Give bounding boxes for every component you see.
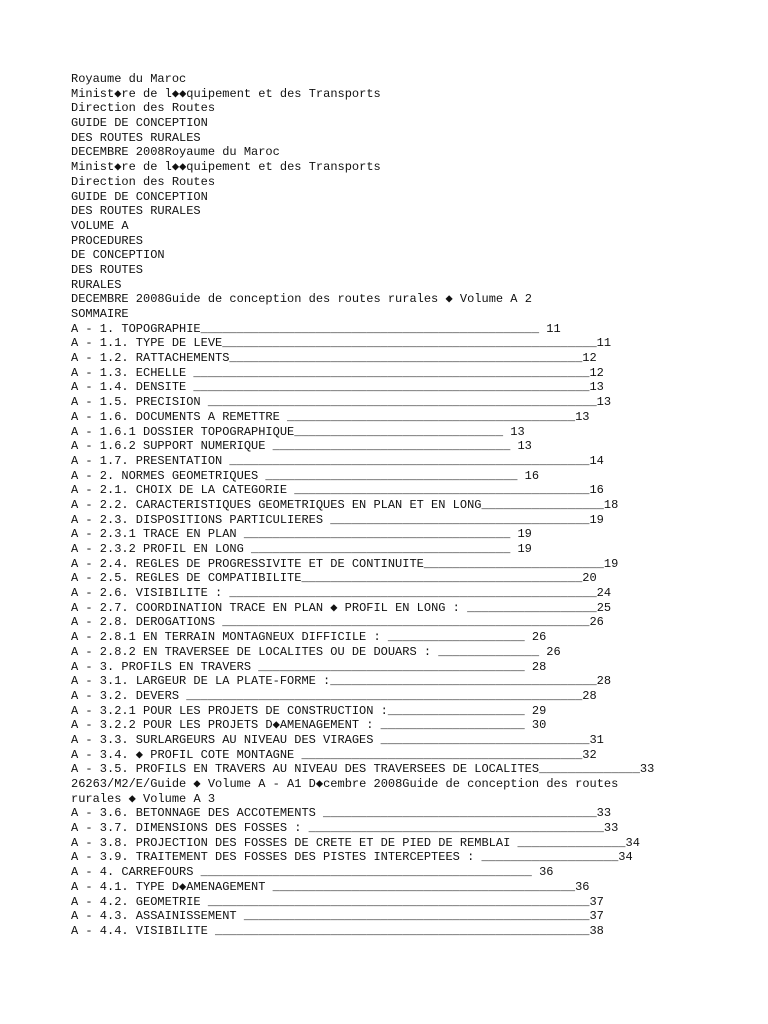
toc-entry: A - 2.5. REGLES DE COMPATIBILITE_______________________________________20	[71, 571, 597, 586]
toc-entry: A - 1.6.1 DOSSIER TOPOGRAPHIQUE_____________________________ 13	[71, 424, 525, 439]
toc-entry: A - 2.8.1 EN TERRAIN MONTAGNEUX DIFFICILE : ___________________ 26	[71, 630, 547, 645]
volume-title-line: RURALES	[71, 277, 122, 292]
toc-entry: A - 2.2. CARACTERISTIQUES GEOMETRIQUES EN PLAN ET EN LONG_________________18	[71, 497, 619, 512]
toc-entry: A - 3.2. DEVERS _______________________________________________________28	[71, 688, 597, 703]
toc-entry: A - 1.5. PRECISION ______________________________________________________13	[71, 395, 612, 410]
header-line-ministry: Minist◆re de l◆◆quipement et des Transports	[71, 86, 381, 101]
toc-entry: A - 2.3.1 TRACE EN PLAN _____________________________________ 19	[71, 527, 532, 542]
document-text	[71, 72, 761, 939]
header-line-guide-title: GUIDE DE CONCEPTION	[71, 116, 208, 131]
header-line-direction: Direction des Routes	[71, 101, 216, 116]
toc-entry: A - 1. TOPOGRAPHIE_______________________________________________ 11	[71, 321, 561, 336]
header-line-kingdom: Royaume du Maroc	[71, 72, 187, 86]
toc-entry: A - 3.7. DIMENSIONS DES FOSSES : _________________________________________33	[71, 821, 619, 836]
volume-title-line: DES ROUTES	[71, 262, 144, 277]
toc-entry: A - 4.1. TYPE D◆AMENAGEMENT __________________________________________36	[71, 879, 590, 894]
toc-entry: A - 2.4. REGLES DE PROGRESSIVITE ET DE CONTINUITE_________________________19	[71, 556, 619, 571]
toc-entry: A - 2.8.2 EN TRAVERSEE DE LOCALITES OU DE DOUARS : ______________ 26	[71, 644, 561, 659]
toc-heading: SOMMAIRE	[71, 307, 129, 321]
toc-entry: A - 3. PROFILS EN TRAVERS _____________________________________ 28	[71, 659, 547, 674]
toc-entry: A - 1.3. ECHELLE _______________________________________________________12	[71, 365, 604, 380]
header-line-guide-subtitle: DES ROUTES RURALES	[71, 204, 201, 219]
toc-entry: A - 1.6.2 SUPPORT NUMERIQUE _________________________________ 13	[71, 439, 532, 454]
toc-entry: A - 3.2.1 POUR LES PROJETS DE CONSTRUCTION :___________________ 29	[71, 703, 547, 718]
volume-title-line: PROCEDURES	[71, 233, 144, 248]
toc-entry: A - 3.9. TRAITEMENT DES FOSSES DES PISTES INTERCEPTEES : ___________________34	[71, 850, 633, 865]
toc-entry: A - 3.4. ◆ PROFIL COTE MONTAGNE _______________________________________32	[71, 747, 597, 762]
toc-entry: A - 2.1. CHOIX DE LA CATEGORIE _________________________________________16	[71, 483, 604, 498]
toc-entry: A - 4.4. VISIBILITE ____________________________________________________38	[71, 923, 604, 938]
header-line-direction: Direction des Routes	[71, 174, 216, 189]
header-line-guide-subtitle: DES ROUTES RURALES	[71, 130, 201, 145]
page-footer-line: rurales ◆ Volume A 3	[71, 791, 216, 806]
header-line-date: DECEMBRE 2008Royaume du Maroc	[71, 145, 280, 160]
toc-entry: A - 1.7. PRESENTATION __________________________________________________14	[71, 453, 604, 468]
toc-entry: A - 2.6. VISIBILITE : ___________________________________________________24	[71, 586, 612, 601]
volume-label: VOLUME A	[71, 218, 129, 233]
volume-title-line: DE CONCEPTION	[71, 248, 165, 263]
toc-entry: A - 1.2. RATTACHEMENTS_________________________________________________12	[71, 351, 597, 366]
running-header: DECEMBRE 2008Guide de conception des routes rurales ◆ Volume A 2	[71, 292, 532, 307]
toc-entry: A - 3.2.2 POUR LES PROJETS D◆AMENAGEMENT : ____________________ 30	[71, 718, 547, 733]
toc-entry: A - 2.3.2 PROFIL EN LONG ____________________________________ 19	[71, 542, 532, 556]
toc-entry: A - 3.3. SURLARGEURS AU NIVEAU DES VIRAGES _____________________________31	[71, 732, 604, 747]
toc-entry: A - 3.1. LARGEUR DE LA PLATE-FORME :_____________________________________28	[71, 674, 612, 689]
toc-entry: A - 4.2. GEOMETRIE _____________________________________________________37	[71, 894, 604, 909]
header-line-ministry: Minist◆re de l◆◆quipement et des Transports	[71, 160, 381, 175]
toc-entry: A - 2.3. DISPOSITIONS PARTICULIERES ____________________________________19	[71, 512, 604, 527]
toc-entry: A - 1.1. TYPE DE LEVE____________________________________________________11	[71, 336, 612, 351]
toc-entry: A - 4.3. ASSAINISSEMENT ________________________________________________37	[71, 909, 604, 924]
toc-entry: A - 3.6. BETONNAGE DES ACCOTEMENTS ______________________________________33	[71, 806, 612, 821]
toc-entry: A - 1.6. DOCUMENTS A REMETTRE ________________________________________13	[71, 409, 590, 424]
toc-entry: A - 2.8. DEROGATIONS ___________________________________________________26	[71, 615, 604, 630]
page-footer-line: 26263/M2/E/Guide ◆ Volume A - A1 D◆cembre 2008Guide de conception des routes	[71, 777, 619, 791]
toc-entry: A - 3.8. PROJECTION DES FOSSES DE CRETE ET DE PIED DE REMBLAI _______________34	[71, 835, 640, 850]
header-line-guide-title: GUIDE DE CONCEPTION	[71, 189, 208, 204]
toc-entry: A - 2.7. COORDINATION TRACE EN PLAN ◆ PROFIL EN LONG : __________________25	[71, 600, 612, 615]
toc-entry: A - 4. CARREFOURS ______________________________________________ 36	[71, 865, 554, 880]
toc-entry: A - 3.5. PROFILS EN TRAVERS AU NIVEAU DES TRAVERSEES DE LOCALITES______________33	[71, 762, 655, 777]
toc-entry: A - 2. NORMES GEOMETRIQUES ___________________________________ 16	[71, 468, 540, 483]
toc-entry: A - 1.4. DENSITE _______________________________________________________13	[71, 380, 604, 395]
